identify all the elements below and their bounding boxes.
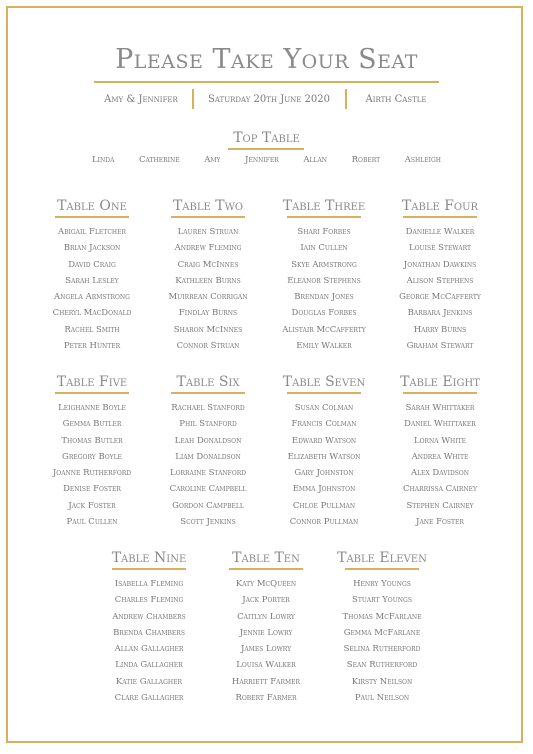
wedding-date: Saturday 20th June 2020 (208, 94, 330, 105)
guest-name: Andrew Chambers (112, 611, 186, 622)
guest-name: Douglas Forbes (291, 308, 357, 319)
guest-name: Allan Gallagher (114, 644, 184, 655)
guest-name: Robert Farmer (235, 693, 297, 704)
guest-name: Emily Walker (296, 341, 352, 352)
top-table-guest: Catherine (139, 155, 180, 165)
table-name: Table Eight (400, 374, 480, 390)
couple-names: Amy & Jennifer (104, 94, 178, 105)
guest-name: Louise Stewart (408, 243, 471, 254)
top-table-guest: Allan (303, 155, 328, 165)
guest-name: Louisa Walker (236, 660, 296, 671)
top-table-guest: Jennifer (245, 155, 279, 165)
top-table-guest: Linda (92, 155, 115, 165)
top-table-guest: Robert (351, 155, 381, 165)
guest-name: Harry Burns (413, 324, 467, 335)
guest-name: Stephen Cairney (406, 500, 474, 511)
guest-name: Craig McInnes (177, 259, 239, 270)
guest-name: Angela Armstrong (54, 292, 130, 303)
guest-name: Kirsty Neilson (351, 676, 413, 687)
guest-name: David Craig (68, 259, 116, 270)
table-divider (345, 568, 419, 570)
guest-name: Phil Stanford (179, 419, 237, 430)
guest-name: Stuart Youngs (352, 595, 412, 606)
table-divider (55, 392, 129, 394)
guest-name: Jack Porter (242, 595, 290, 606)
guest-name: Gemma McFarlane (343, 627, 421, 638)
guest-name: Iain Cullen (300, 243, 348, 254)
guest-list (148, 224, 268, 354)
table-block (206, 549, 326, 706)
guest-name: Francis Colman (291, 419, 357, 430)
table-block (380, 197, 500, 354)
guest-name: Denise Foster (63, 484, 121, 495)
guest-list (322, 576, 442, 706)
guest-list (206, 576, 326, 706)
guest-name: Lauren Struan (177, 227, 239, 237)
guest-name: Charrissa Cairney (403, 484, 477, 495)
table-name: Table Two (172, 198, 244, 214)
guest-name: Chloe Pullman (292, 500, 356, 511)
guest-name: Graham Stewart (406, 341, 474, 352)
guest-name: Rachael Stanford (171, 403, 245, 413)
guest-name: Charles Fleming (114, 595, 184, 606)
guest-name: Rachel Smith (64, 324, 120, 335)
guest-name: Danielle Walker (405, 227, 475, 237)
guest-name: Thomas Butler (61, 435, 123, 446)
title-divider (94, 81, 439, 83)
guest-name: Selina Rutherford (343, 644, 421, 655)
table-divider (287, 392, 361, 394)
guest-name: Katie Gallagher (115, 676, 183, 687)
guest-name: Liam Donaldson (175, 451, 241, 462)
guest-name: Sean Rutherford (346, 660, 418, 671)
guest-name: Katy McQueen (235, 579, 297, 589)
table-block (264, 373, 384, 530)
guest-name: Edward Watson (291, 435, 357, 446)
guest-name: Shari Forbes (297, 227, 351, 237)
guest-name: Caroline Campbell (169, 484, 247, 495)
table-divider (171, 392, 245, 394)
table-name: Table Nine (111, 550, 187, 566)
guest-name: Linda Gallagher (115, 660, 183, 671)
guest-name: Eleanor Stephens (287, 275, 361, 286)
guest-name: Daniel Whittaker (404, 419, 476, 430)
guest-name: Scott Jenkins (180, 517, 236, 528)
table-block (380, 373, 500, 530)
table-name: Table Five (56, 374, 128, 390)
table-divider (403, 216, 477, 218)
guest-list (264, 224, 384, 354)
table-name: Table Ten (232, 550, 300, 566)
guest-name: Elizabeth Watson (287, 451, 361, 462)
guest-name: Gregory Boyle (62, 451, 122, 462)
table-name: Table Three (282, 198, 366, 214)
table-divider (112, 568, 186, 570)
guest-list (32, 400, 152, 530)
guest-name: Gordon Campbell (172, 500, 244, 511)
guest-name: Henry Youngs (353, 579, 411, 589)
top-table-divider (228, 148, 304, 150)
table-divider (229, 568, 303, 570)
page-title: Please Take Your Seat (115, 44, 418, 75)
guest-name: Sharon McInnes (173, 324, 243, 335)
guest-name: Brenda Chambers (113, 627, 185, 638)
guest-list (148, 400, 268, 530)
guest-name: Abigail Fletcher (57, 227, 127, 237)
info-separator (192, 89, 194, 109)
guest-name: Paul Cullen (66, 517, 118, 528)
guest-name: Harriett Farmer (231, 676, 301, 687)
top-table-guests (92, 155, 441, 165)
info-separator (345, 89, 347, 109)
table-divider (287, 216, 361, 218)
guest-name: Lorraine Stanford (169, 468, 247, 479)
guest-name: Paul Neilson (354, 693, 410, 704)
guest-name: Alison Stephens (406, 275, 474, 286)
guest-name: Sarah Whittaker (405, 403, 475, 413)
guest-name: Gemma Butler (62, 419, 122, 430)
guest-name: Andrea White (411, 451, 469, 462)
guest-name: Isabella Fleming (114, 579, 184, 589)
guest-name: Skye Armstrong (291, 259, 357, 270)
guest-name: Gary Johnston (294, 468, 354, 479)
guest-name: Clare Gallagher (114, 693, 184, 704)
guest-name: Jonathan Dawkins (403, 259, 477, 270)
top-table-guest: Ashleigh (404, 155, 441, 165)
guest-name: Susan Colman (294, 403, 354, 413)
top-table-guest: Amy (204, 155, 221, 165)
guest-name: Joanne Rutherford (52, 468, 132, 479)
guest-list (264, 400, 384, 530)
guest-name: James Lowry (240, 644, 292, 655)
guest-name: Alistair McCafferty (282, 324, 366, 335)
guest-name: Brendan Jones (294, 292, 354, 303)
guest-name: Caitlyn Lowry (237, 611, 295, 622)
guest-name: Jennie Lowry (239, 627, 293, 638)
guest-name: Connor Struan (176, 341, 240, 352)
guest-name: Emma Johnston (292, 484, 356, 495)
guest-name: Jane Foster (416, 517, 464, 528)
table-block (264, 197, 384, 354)
table-name: Table Seven (282, 374, 366, 390)
table-divider (171, 216, 245, 218)
table-block (148, 373, 268, 530)
guest-name: Findlay Burns (178, 308, 238, 319)
guest-name: Lorna White (413, 435, 467, 446)
guest-list (32, 224, 152, 354)
guest-name: Alex Davidson (410, 468, 470, 479)
guest-name: Cheryl MacDonald (52, 308, 132, 319)
guest-list (380, 400, 500, 530)
guest-name: Leah Donaldson (174, 435, 242, 446)
guest-name: Andrew Fleming (174, 243, 242, 254)
table-name: Table Six (176, 374, 240, 390)
guest-name: Kathleen Burns (175, 275, 241, 286)
guest-name: Brian Jackson (63, 243, 121, 254)
guest-name: Thomas McFarlane (342, 611, 422, 622)
table-name: Table Eleven (337, 550, 427, 566)
table-divider (403, 392, 477, 394)
table-name: Table One (57, 198, 127, 214)
guest-name: Connor Pullman (289, 517, 359, 528)
guest-name: Leighanne Boyle (58, 403, 126, 413)
guest-name: Jack Foster (68, 500, 116, 511)
guest-name: George McCafferty (399, 292, 481, 303)
guest-name: Barbara Jenkins (407, 308, 473, 319)
table-block (32, 197, 152, 354)
guest-name: Muirrean Corrigan (168, 292, 248, 303)
table-block (148, 197, 268, 354)
top-table-heading: Top Table (233, 130, 300, 146)
guest-list (89, 576, 209, 706)
guest-name: Sarah Lesley (65, 275, 119, 286)
table-divider (55, 216, 129, 218)
venue-name: Airth Castle (365, 94, 427, 105)
guest-list (380, 224, 500, 354)
table-block (32, 373, 152, 530)
guest-name: Peter Hunter (63, 341, 121, 352)
table-block (89, 549, 209, 706)
table-name: Table Four (401, 198, 479, 214)
table-block (322, 549, 442, 706)
